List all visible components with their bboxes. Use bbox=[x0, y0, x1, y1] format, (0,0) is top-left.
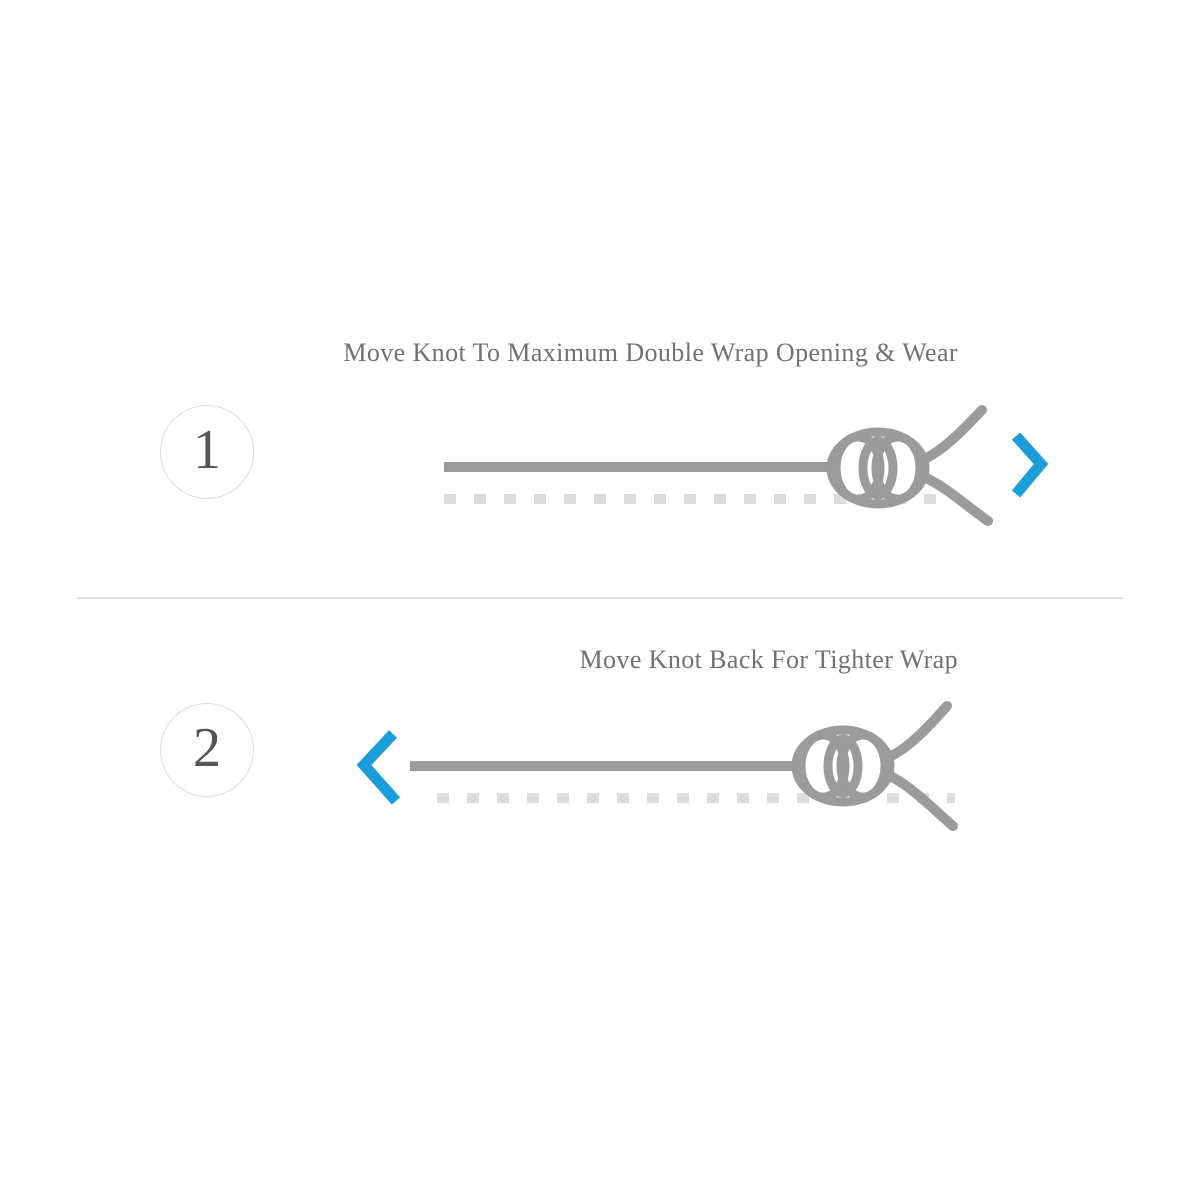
chevron-left-icon bbox=[364, 734, 396, 801]
step-1-title: Move Knot To Maximum Double Wrap Opening & Wear bbox=[343, 338, 958, 367]
step-2-title: Move Knot Back For Tighter Wrap bbox=[579, 645, 958, 674]
chevron-right-icon bbox=[1016, 436, 1041, 494]
step-2-number: 2 bbox=[193, 717, 221, 779]
step-2-knot-diagram bbox=[0, 680, 1200, 860]
step-1-number: 1 bbox=[193, 419, 221, 481]
section-divider bbox=[77, 597, 1123, 599]
step-1-knot-diagram bbox=[0, 380, 1200, 560]
